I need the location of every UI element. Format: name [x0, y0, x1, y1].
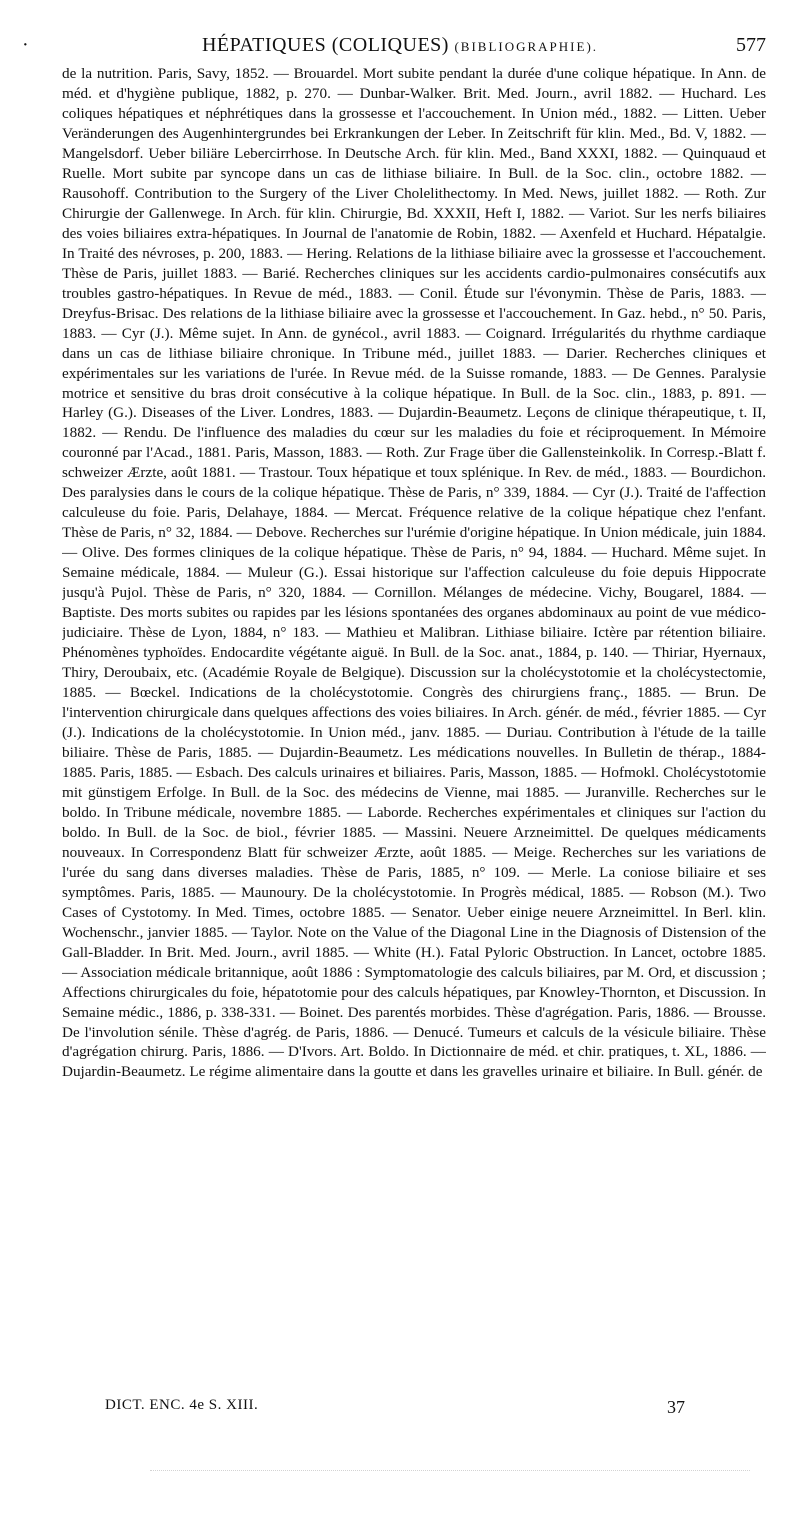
- page-footer: [105, 1397, 685, 1421]
- running-header: [20, 34, 780, 62]
- page-number: 577: [736, 34, 766, 56]
- signature-number: 37: [667, 1397, 685, 1417]
- header-title: HÉPATIQUES (COLIQUES): [201, 34, 449, 56]
- header-subtitle: (BIBLIOGRAPHIE).: [454, 39, 599, 54]
- header-marker: ·: [22, 34, 29, 56]
- bleed-through-line: [150, 1470, 750, 1474]
- bibliography-paragraph: de la nutrition. Paris, Savy, 1852. — Brouardel. Mort subite pendant la durée d'une colique hépatique. In Ann. de méd. et d'hygiène publique, 1882, p. 270. — Dunbar-Walker. Brit. Med. Journ., avril 1882. — Huchard. Les coliques hépatiques et néphrétiques dans la grossesse et l'accouchement. In Union méd., 1882. — Litten. Ueber Veränderungen des Augenhintergrundes bei Erkrankungen der Leber. In Zeitschrift für klin. Med., Bd. V, 1882. — Mangelsdorf. Ueber biliäre Lebercirrhose. In Deutsche Arch. für klin. Med., Band XXXI, 1882. — Quinquaud et Ruelle. Mort subite par syncope dans un cas de lithiase biliaire. In Bull. de la Soc. clin., octobre 1882. — Rausohoff. Contribution to the Surgery of the Liver Cholelithectomy. In Med. News, juillet 1882. — Roth. Zur Chirurgie der Gallenwege. In Arch. für klin. Chirurgie, Bd. XXXII, Heft I, 1882. — Variot. Sur les nerfs biliaires des voies biliaires extra-hépatiques. In Journal de l'anatomie de Robin, 1882. — Axenfeld et Huchard. Hépatalgie. In Traité des névroses, p. 200, 1883. — Hering. Relations de la lithiase biliaire avec la grossesse et l'accouchement. Thèse de Paris, juillet 1883. — Barié. Recherches cliniques sur les accidents cardio-pulmonaires consécutifs aux troubles gastro-hépatiques. In Revue de méd., 1883. — Conil. Étude sur l'évonymin. Thèse de Paris, 1883. — Dreyfus-Brisac. Des relations de la lithiase biliaire avec la grossesse et l'accouchement. In Gaz. hebd., n° 50. Paris, 1883. — Cyr (J.). Même sujet. In Ann. de gynécol., avril 1883. — Coignard. Irrégularités du rhythme cardiaque dans un cas de lithiase biliaire chronique. In Tribune méd., juillet 1883. — Darier. Recherches cliniques et expérimentales sur les variations de l'urée. In Revue méd. de la Suisse romande, 1883. — De Gennes. Paralysie motrice et sensitive du bras droit consécutive à la colique hépatique. In Bull. de la Soc. clin., 1883, p. 891. — Harley (G.). Diseases of the Liver. Londres, 1883. — Dujardin-Beaumetz. Leçons de clinique thérapeutique, t. II, 1882. — Rendu. De l'influence des maladies du cœur sur les maladies du foie et réciproquement. In Mémoire couronné par l'Acad., 1881. Paris, Masson, 1883. — Roth. Zur Frage über die Gallensteinkolik. In Corresp.-Blatt f. schweizer Ærzte, août 1881. — Trastour. Toux hépatique et toux splénique. In Rev. de méd., 1883. — Bourdichon. Des paralysies dans le cours de la colique hépatique. Thèse de Paris, n° 339, 1884. — Cyr (J.). Traité de l'affection calculeuse du foie. Paris, Delahaye, 1884. — Mercat. Fréquence relative de la colique hépatique chez l'enfant. Thèse de Paris, n° 32, 1884. — Debove. Recherches sur l'urémie d'origine hépatique. In Union médicale, juin 1884. — Olive. Des formes cliniques de la colique hépatique. Thèse de Paris, n° 94, 1884. — Huchard. Même sujet. In Semaine médicale, 1884. — Muleur (G.). Essai historique sur l'affection calculeuse du foie depuis Hippocrate jusqu'à Pujol. Thèse de Paris, n° 320, 1884. — Cornillon. Mélanges de médecine. Vichy, Bougarel, 1884. — Baptiste. Des morts subites ou rapides par les lésions spontanées des organes abdominaux au point de vue médico-judiciaire. Thèse de Lyon, 1884, n° 183. — Mathieu et Malibran. Lithiase biliaire. Ictère par rétention biliaire. Phénomènes typhoïdes. Endocardite végétante aiguë. In Bull. de la Soc. anat., 1884, p. 140. — Thiriar, Hyernaux, Thiry, Deroubaix, etc. (Académie Royale de Belgique). Discussion sur la cholécystotomie et la cholécystectomie, 1885. — Bœckel. Indications de la cholécystotomie. Congrès des chirurgiens franç., 1885. — Brun. De l'intervention chirurgicale dans quelques affections des voies biliaires. In Arch. génér. de méd., février 1885. — Cyr (J.). Indications de la cholécystotomie. In Union méd., janv. 1885. — Duriau. Contribution à l'étude de la taille biliaire. Thèse de Paris, 1885. — Dujardin-Beaumetz. Les médications nouvelles. In Bulletin de thérap., 1884-1885. Paris, 1885. — Esbach. Des calculs urinaires et biliaires. Paris, Masson, 1885. — Hofmokl. Cholécystotomie mit günstigem Erfolge. In Bull. de la Soc. des médecins de Vienne, mai 1885. — Juranville. Recherches sur le boldo. In Tribune médicale, novembre 1885. — Laborde. Recherches expérimentales et cliniques sur l'action du boldo. In Bull. de la Soc. de biol., février 1885. — Massini. Neuere Arzneimittel. De quelques médicaments nouveaux. In Correspondenz Blatt für schweizer Ærzte, août 1885. — Meige. Recherches sur les variations de l'urée du sang dans diverses maladies. Thèse de Paris, 1885, n° 109. — Merle. La coniose biliaire et ses symptômes. Paris, 1885. — Maunoury. De la cholécystotomie. In Progrès médical, 1885. — Robson (M.). Two Cases of Cystotomy. In Med. Times, octobre 1885. — Senator. Ueber einige neuere Arzneimittel. In Berl. klin. Wochenschr., janvier 1885. — Taylor. Note on the Value of the Diagonal Line in the Diagnosis of Distension of the Gall-Bladder. In Brit. Med. Journ., avril 1885. — White (H.). Fatal Pyloric Obstruction. In Lancet, octobre 1885. — Association médicale britannique, août 1886 : Symptomatologie des calculs biliaires, par M. Ord, et discussion ; Affections chirurgicales du foie, hépatotomie pour des calculs hépatiques, par Knowley-Thornton, et Discussion. In Semaine médic., 1886, p. 338-331. — Boinet. Des parentés morbides. Thèse d'agrégation. Paris, 1886. — Brousse. De l'involution sénile. Thèse d'agrég. de Paris, 1886. — Denucé. Tumeurs et calculs de la vésicule biliaire. Thèse d'agrégation chirurg. Paris, 1886. — D'Ivors. Art. Boldo. In Dictionnaire de méd. et chir. pratiques, t. XL, 1886. — Dujardin-Beaumetz. Le régime alimentaire dans la goutte et dans les gravelles urinaire et biliaire. In Bull. génér. de: [62, 65, 766, 1081]
- bibliography-text: [62, 64, 766, 1374]
- running-title: [20, 34, 780, 57]
- signature-mark: DICT. ENC. 4e S. XIII.: [105, 1397, 259, 1413]
